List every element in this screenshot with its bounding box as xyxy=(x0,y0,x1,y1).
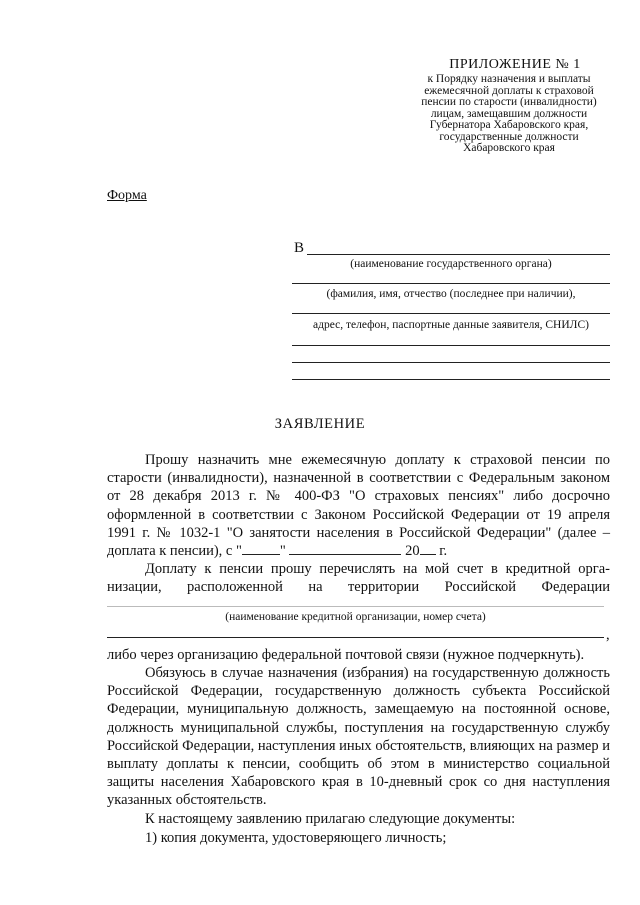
appendix-line: лицам, замещавшим должности xyxy=(430,107,588,120)
paragraph-attachments xyxy=(107,810,610,828)
paragraph-request-end: г. xyxy=(435,543,448,560)
paragraph-attachments-text: К настоящему заявлению прилагаю следующие документы: xyxy=(145,811,516,827)
paragraph-bank xyxy=(107,560,610,596)
paragraph-request-year: 20 xyxy=(401,543,420,560)
addressee-extra-line-1[interactable] xyxy=(292,345,610,346)
appendix-line: Хабаровского края xyxy=(463,142,555,154)
form-label: Форма xyxy=(107,188,147,203)
appendix-line: к Порядку назначения и выплаты xyxy=(427,73,591,85)
addressee-caption-address: адрес, телефон, паспортные данные заявителя, СНИЛС) xyxy=(313,319,589,331)
addressee-name-line[interactable] xyxy=(292,283,610,284)
document-title: ЗАЯВЛЕНИЕ xyxy=(274,416,366,432)
addressee-extra-line-3[interactable] xyxy=(292,379,610,380)
paragraph-request xyxy=(107,451,610,560)
paragraph-obligation xyxy=(107,664,610,810)
day-blank[interactable] xyxy=(242,542,280,555)
month-blank[interactable] xyxy=(289,542,401,555)
appendix-title: ПРИЛОЖЕНИЕ № 1 xyxy=(449,57,581,72)
bank-account-line[interactable] xyxy=(107,637,604,638)
list-item: 1) копия документа, удостоверяющего личность; xyxy=(145,830,447,846)
attachments-list xyxy=(107,829,610,847)
year-blank[interactable] xyxy=(420,542,436,555)
appendix-line: государственные должности xyxy=(439,130,579,143)
appendix-line: пенсии по старости (инвалидности) xyxy=(421,96,597,108)
addressee-caption-name: (фамилия, имя, отчество (последнее при наличии), xyxy=(326,288,576,300)
appendix-line: Губернатора Хабаровского края, xyxy=(429,119,589,131)
bank-name-line[interactable] xyxy=(107,606,604,607)
addressee-address-line[interactable] xyxy=(292,313,610,314)
addressee-extra-line-2[interactable] xyxy=(292,362,610,363)
addressee-caption-organ: (наименование государственного органа) xyxy=(350,258,552,270)
paragraph-post-text: либо через организацию федеральной почтовой связи (нужное подчеркнуть). xyxy=(107,647,585,663)
bank-caption: (наименование кредитной организации, номер счета) xyxy=(225,611,486,623)
paragraph-post xyxy=(107,646,610,664)
appendix-line: ежемесячной доплаты к страховой xyxy=(424,84,594,97)
addressee-organ-line[interactable] xyxy=(307,254,610,255)
appendix-subtitle xyxy=(404,74,614,155)
bank-line-comma: , xyxy=(606,627,610,643)
addressee-prefix: В xyxy=(294,240,305,256)
paragraph-request-text: Прошу назначить мне ежемесячную доплату к страховой пенсии по старости (инвалидности), назначенной в соответствии с Федеральным законом от 28 декабря 2013 г. № 400-ФЗ "О страховых пенсиях" либо досрочно оформленной в соответствии с Законом Российской Федерации от 19 апреля 1991 г. № 1032-1 "О занятости населения в Российской Федерации" (далее – доплата к пенсии), с " xyxy=(107,452,610,560)
paragraph-obligation-text: Обязуюсь в случае назначения (избрания) на государственную должность Российской Федерации, государственную должность субъекта Российской Федерации, муниципальную должность, замещаемую на постоянной основе, должность муниципальной службы, поступления на государственную службу Российской Федерации, наступления иных обстоятельств, влияющих на размер и выплату доплаты к пенсии, сообщить об этом в министерство социальной защиты населения Хабаровского края в 10-дневный срок со дня наступления указанных обстоятельств. xyxy=(107,665,610,809)
paragraph-bank-text: Доплату к пенсии прошу перечислять на мой счет в кредитной организации, расположенной на территории Российской Федерации xyxy=(107,561,610,596)
paragraph-request-mid: " xyxy=(279,543,290,560)
